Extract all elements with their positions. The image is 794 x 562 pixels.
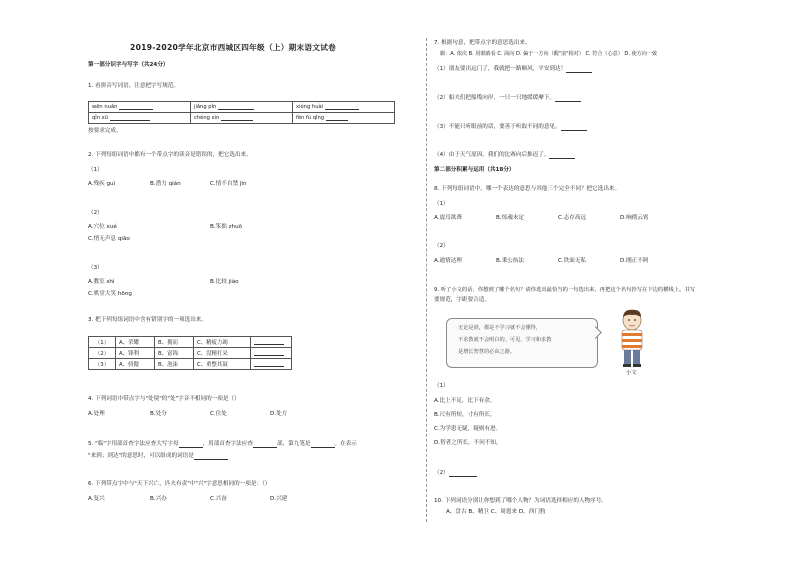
q2-group-number: （3） xyxy=(88,265,103,271)
q4-stem: 4. 下列词语中带点字与"处境"的"处"字音不相同的一项是（） xyxy=(88,396,240,402)
q3-stem: 3. 把下列每组词语中含有错别字的一项选出来。 xyxy=(88,317,207,323)
pinyin-cell: wēn nuǎn xyxy=(89,102,191,113)
q6-stem: 6. 下列带点字中与"天下兴亡，匹夫有责"中"兴"字意思相同的一项是：（） xyxy=(88,481,271,487)
answer-cell[interactable] xyxy=(251,348,292,359)
q9-option: D.智者之所长，不问不知。 xyxy=(434,440,502,446)
q6-option: D.兴建 xyxy=(270,496,288,502)
boy-caption: 小文 xyxy=(626,370,637,376)
pinyin-cell: fēn fù qǐng xyxy=(293,113,395,124)
q1-stem: 1. 看拼音写词语，注意把字写规范。 xyxy=(88,83,180,89)
q2-group-number: （2） xyxy=(88,210,103,216)
q7-sentence: （2）船夫们把船缆向岸，一只一只地缓缓摩下。 xyxy=(434,95,581,102)
column-divider xyxy=(426,38,427,522)
table-row xyxy=(89,337,292,348)
q4-option: D.处方 xyxy=(270,411,288,417)
table-cell: C、没精打采 xyxy=(194,348,251,359)
q2-option: B.比较 jiào xyxy=(210,279,239,285)
table-row xyxy=(89,359,292,370)
q9-stem: 9. 听了小文的话，你想到了哪个名句？请你选出最恰当的一句选出来，再把这个名句抄写在下边的横线上。书写 xyxy=(434,287,695,293)
q5-line2: "来到；到达"的意思时，可以组成的词语是 xyxy=(88,453,228,460)
table-row xyxy=(89,348,292,359)
table-cell: （3） xyxy=(89,359,116,370)
part1-heading: 第一部分识字与写字（共24分） xyxy=(88,62,169,68)
bubble-line: 无论是谁，都是不学习就不会懂得， xyxy=(458,325,542,331)
q6-option: C.兴奋 xyxy=(210,496,227,502)
table-cell: A、骄傲 xyxy=(116,359,155,370)
pinyin-cell: jiǎng pǐn xyxy=(191,102,293,113)
q8-stem: 8. 下列每组词语中，哪一个表达的意思与其他三个完全不同？把它选出来。 xyxy=(434,186,621,192)
table-cell: B、富锦 xyxy=(155,348,194,359)
pinyin-cell: xióng huài xyxy=(293,102,395,113)
table-cell: （2） xyxy=(89,348,116,359)
q8-option: C.志存高远 xyxy=(558,215,587,221)
q2-option: A.穴位 xué xyxy=(88,224,117,230)
table-cell: （1） xyxy=(89,337,116,348)
q7-sentence: （1）朋友要出远门了，我就把一路顺风，平安到达！ xyxy=(434,66,592,73)
q6-option: B.兴办 xyxy=(150,496,167,502)
q9-option: A.比上不足，比下有余。 xyxy=(434,398,496,404)
q8-group-number: （1） xyxy=(434,201,449,207)
boy-illustration xyxy=(612,308,652,370)
q7-stem: 7. 根据句意，把带点字的意思选出来。 xyxy=(434,40,531,46)
q2-group-number: （1） xyxy=(88,167,103,173)
bubble-line: 是增长智慧的必由之路。 xyxy=(458,349,516,355)
q9-answer-line: （2） xyxy=(434,470,477,477)
q2-option: B.笨拙 zhuō xyxy=(210,224,243,230)
q1-note: 按要求完成。 xyxy=(88,128,122,134)
q4-option: A.处理 xyxy=(88,411,105,417)
q7-definitions: 願：A. 依次 B. 用眼睛看 C. 面向 D. 偏于一方向（醒"浪"相对） C. 符合（心意） D. 使方向一致 xyxy=(440,51,658,57)
q2-stem: 2. 下列每组词语中都有一个带点字的读音是错误的，把它选出来。 xyxy=(88,152,252,158)
q7-sentence: （3）不能只听眼前的话，要善于听取不同的意见。 xyxy=(434,124,587,131)
table-cell: C、精疲力竭 xyxy=(194,337,251,348)
q8-option: C.铁面无私 xyxy=(558,258,587,264)
q2-option: C.情不自禁 jīn xyxy=(210,181,247,187)
table-cell: B、拥而 xyxy=(155,337,194,348)
table-cell: A、锋利 xyxy=(116,348,155,359)
q9-option: C.为学患无疑，疑则有进。 xyxy=(434,426,502,432)
q1-pinyin-table xyxy=(88,101,395,124)
table-cell: A、荣耀 xyxy=(116,337,155,348)
pinyin-cell: qǐn xū xyxy=(89,113,191,124)
table-cell: C、重整其鼓 xyxy=(194,359,251,370)
q4-option: C.住处 xyxy=(210,411,227,417)
q2-option: C.悄无声息 qiāo xyxy=(88,236,130,242)
q8-option: D.刚正不阿 xyxy=(620,258,649,264)
table-cell: B、泡沫 xyxy=(155,359,194,370)
q10-stem: 10. 下列词语分别让你想到了哪个人物？为词语选择相应的人物序号。 xyxy=(434,498,607,504)
q8-option: D.响彻云霄 xyxy=(620,215,649,221)
answer-cell[interactable] xyxy=(251,359,292,370)
q2-option: B.潜力 qián xyxy=(150,181,181,187)
q2-option: C.哄堂大笑 hōng xyxy=(88,291,132,297)
q8-option: A.通情达理 xyxy=(434,258,462,264)
pinyin-cell: chéng xìn xyxy=(191,113,293,124)
bubble-line: 不求教就不会明白的。可见，学习和求教 xyxy=(458,337,552,343)
q8-option: B.惊魂未定 xyxy=(496,215,524,221)
q8-group-number: （2） xyxy=(434,243,449,249)
q8-option: A.震耳欲聋 xyxy=(434,215,462,221)
q9-subquestion-number: （1） xyxy=(434,383,449,389)
page-title: 2019-2020学年北京市西城区四年级（上）期末语文试卷 xyxy=(130,43,336,52)
q8-option: B.秉公执法 xyxy=(496,258,524,264)
q4-option: B.处分 xyxy=(150,411,167,417)
q9-stem-cont: 要规范，字距要合适。 xyxy=(434,297,490,303)
q7-sentence: （4）由于天气原因，我们的比赛向后推迟了。 xyxy=(434,152,575,159)
q9-option: B.尺有所短，寸有所长。 xyxy=(434,412,496,418)
q5-line1: 5. "临"字用部首查字法应查大写字母 ，用部首查字法应查 部，第九笔是 。在表示 xyxy=(88,441,357,447)
q6-option: A.复兴 xyxy=(88,496,105,502)
q10-options: A、盘古 B、精卫 C、周恩来 D、西门豹 xyxy=(446,509,546,515)
q2-option: A.残疾 guì xyxy=(88,181,116,187)
part2-heading: 第二部分积累与运用（共18分） xyxy=(434,167,515,173)
answer-cell[interactable] xyxy=(251,337,292,348)
q2-option: A.教室 shì xyxy=(88,279,115,285)
q3-table xyxy=(88,336,292,370)
